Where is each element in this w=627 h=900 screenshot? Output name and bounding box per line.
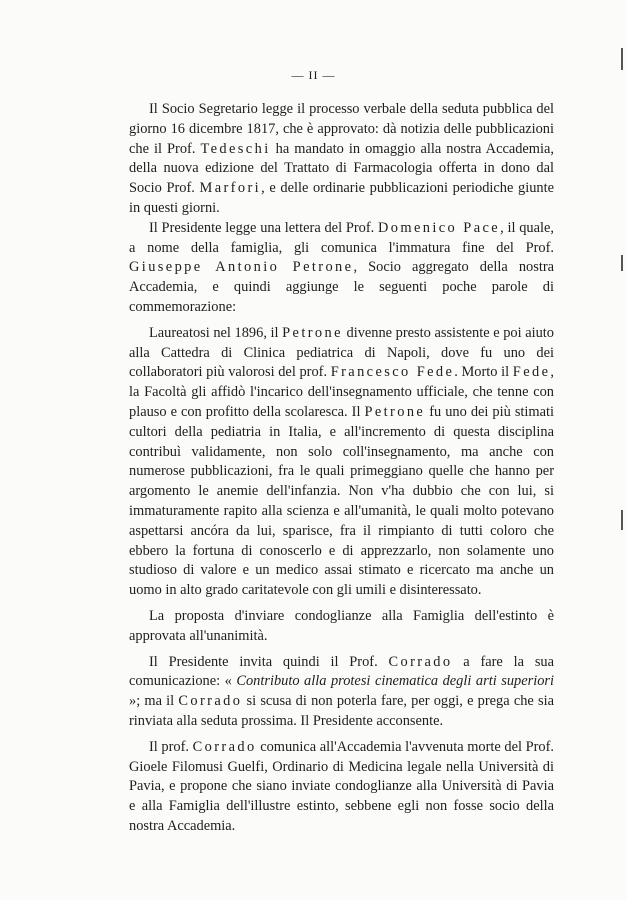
text-run: . Morto il [454, 364, 513, 381]
text-run: Il Presidente invita quindi il Prof. [149, 653, 389, 670]
text-run: si scusa di non poterla fare, per oggi, e prega che sia rinviata alla seduta prossima. Il Presidente acconsente. [129, 693, 554, 729]
person-name: Corrado [388, 653, 453, 670]
text-run: Il Socio Segretario legge il processo verbale della seduta pubblica del giorno 16 dicembre 1817, che è approvato: dà notizia delle pubblicazioni che il Prof. [129, 101, 554, 157]
paragraph [129, 653, 554, 732]
text-run: Il Presidente legge una lettera del Prof. [149, 219, 378, 236]
text-run: La proposta d'inviare condoglianze alla Famiglia dell'estinto è approvata all'unanimità. [129, 607, 554, 644]
scan-edge-mark [621, 255, 623, 271]
text-run: , la Facoltà gli affidò l'incarico dell'insegnamento ufficiale, che tenne con plauso e con profitto della scolaresca. Il [129, 364, 554, 420]
person-name: Corrado [192, 738, 257, 755]
text-run: , il quale, a nome della famiglia, gli comunica l'immatura fine del Prof. [129, 219, 554, 256]
person-name: Giuseppe Antonio Petrone [129, 259, 354, 276]
communication-title: Contributo alla protesi cinematica degli arti superiori [236, 673, 554, 690]
page-number: — II — [291, 68, 336, 82]
scan-edge-mark [621, 48, 623, 70]
paragraph [129, 324, 554, 601]
person-name: Francesco Fede [330, 364, 455, 381]
scan-edge-mark [621, 510, 623, 530]
person-name: Corrado [178, 693, 243, 710]
text-run: a fare la sua comunicazione: « [129, 653, 554, 690]
text-run: Il prof. [149, 738, 193, 755]
text-run: divenne presto assistente e poi aiuto alla Cattedra di Clinica pediatrica di Napoli, dove fu uno dei collaboratori più valorosi del prof. [129, 324, 554, 381]
person-name: Petrone [282, 324, 343, 341]
text-run: comunica all'Accademia l'avvenuta morte del Prof. Gioele Filomusi Guelfi, Ordinario di Medicina legale nella Università di Pavia, e propone che siano inviate condoglianze alla Università di Pavia e alla Famiglia dell'illustre estinto, sebbene egli non fosse socio della nostra Accademia. [129, 738, 554, 834]
person-name: Petrone [364, 403, 426, 420]
person-name: Tedeschi [200, 140, 271, 157]
text-run: , e delle ordinarie pubblicazioni periodiche giunte in questi giorni. [129, 180, 554, 216]
document-body [129, 100, 554, 843]
text-run: »; ma il [129, 693, 179, 710]
paragraph [129, 219, 554, 318]
paragraph [129, 738, 554, 837]
person-name: Domenico Pace [377, 219, 501, 236]
paragraph [129, 100, 554, 219]
person-name: Fede [512, 364, 551, 381]
person-name: Marfori [199, 180, 262, 197]
text-run: Laureatosi nel 1896, il [149, 324, 283, 341]
text-run: fu uno dei più stimati cultori della pediatria in Italia, e all'incremento di questa disciplina contribuì validamente, non solo coll'insegnamento, ma anche con numerose pubblicazioni, fra le quali primeggiano quelle che hanno per argomento le anemie dell'infanzia. Non v'ha dubbio che con lui, si immaturamente rapito alla scienza e all'umanità, le quali molto potevano aspettarsi ancóra da lui, sparisce, fra il rimpianto di tutti coloro che ebbero la fortuna di conoscerlo e di apprezzarlo, non solamente uno studioso di valore e un medico assai stimato e ricercato ma anche un uomo in alto grado caritatevole con gli umili e disinteressato. [129, 403, 554, 599]
paragraph [129, 607, 554, 647]
text-run: ha mandato in omaggio alla nostra Accademia, della nuova edizione del Trattato di Farmacologia offerta in dono dal Socio Prof. [129, 140, 554, 197]
text-run: , Socio aggregato della nostra Accademia, e quindi aggiunge le seguenti poche parole di commemorazione: [129, 259, 555, 315]
